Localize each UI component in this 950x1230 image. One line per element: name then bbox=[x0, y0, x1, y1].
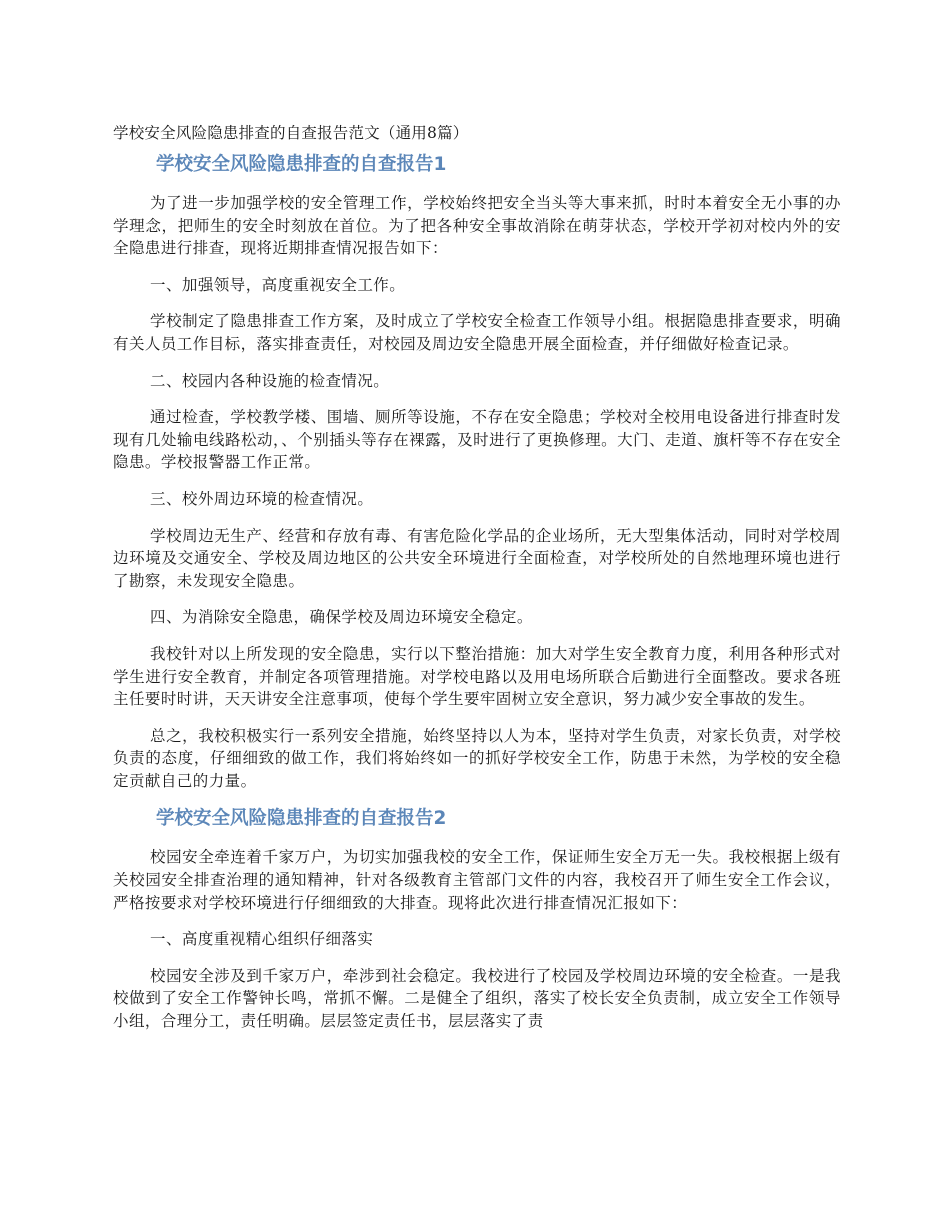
paragraph: 通过检查，学校教学楼、围墙、厕所等设施，不存在安全隐患；学校对全校用电设备进行排查时发现有几处输电线路松动，、个别插头等存在裸露，及时进行了更换修理。大门、走道、旗杆等不存在安全隐患。学校报警器工作正常。 bbox=[113, 408, 841, 472]
paragraph: 二、校园内各种设施的检查情况。 bbox=[150, 371, 390, 390]
section-heading: 学校安全风险隐患排查的自查报告2 bbox=[156, 808, 447, 830]
section-report-2 bbox=[113, 806, 841, 1032]
section-report-1 bbox=[113, 152, 841, 792]
paragraph: 四、为消除安全隐患，确保学校及周边环境安全稳定。 bbox=[150, 608, 533, 627]
section-heading: 学校安全风险隐患排查的自查报告1 bbox=[156, 154, 447, 175]
paragraph: 我校针对以上所发现的安全隐患，实行以下整治措施：加大对学生安全教育力度，利用各种形式对学生进行安全教育，并制定各项管理措施。对学校电路以及用电场所联合后勤进行全面整改。要求各班主任要时时讲，天天讲安全注意事项，使每个学生要牢固树立安全意识，努力减少安全事故的发生。 bbox=[113, 644, 841, 709]
paragraph: 学校制定了隐患排查工作方案，及时成立了学校安全检查工作领导小组。根据隐患排查要求，明确有关人员工作目标，落实排查责任，对校园及周边安全隐患开展全面检查，并仔细做好检查记录。 bbox=[113, 312, 841, 353]
paragraph: 总之，我校积极实行一系列安全措施，始终坚持以人为本，坚持对学生负责，对家长负责，对学校负责的态度，仔细细致的做工作，我们将始终如一的抓好学校安全工作，防患于未然，为学校的安全稳定贡献自己的力量。 bbox=[113, 726, 841, 790]
paragraph: 学校周边无生产、经营和存放有毒、有害危险化学品的企业场所，无大型集体活动，同时对学校周边环境及交通安全、学校及周边地区的公共安全环境进行全面检查，对学校所处的自然地理环境也进行了勘察，未发现安全隐患。 bbox=[113, 526, 841, 590]
document-page bbox=[113, 122, 841, 1047]
paragraph: 三、校外周边环境的检查情况。 bbox=[150, 489, 374, 508]
paragraph: 一、加强领导，高度重视安全工作。 bbox=[150, 275, 406, 294]
paragraph: 一、高度重视精心组织仔细落实 bbox=[150, 930, 374, 949]
paragraph: 校园安全涉及到千家万户，牵涉到社会稳定。我校进行了校园及学校周边环境的安全检查。一是我校做到了安全工作警钟长鸣，常抓不懈。二是健全了组织，落实了校长安全负责制，成立安全工作领导小组，合理分工，责任明确。层层签定责任书，层层落实了责 bbox=[113, 966, 841, 1031]
paragraph: 为了进一步加强学校的安全管理工作，学校始终把安全当头等大事来抓，时时本着安全无小事的办学理念，把师生的安全时刻放在首位。为了把各种安全事故消除在萌芽状态，学校开学初对校内外的安全隐患进行排查，现将近期排查情况报告如下： bbox=[113, 194, 841, 258]
paragraph: 校园安全牵连着千家万户，为切实加强我校的安全工作，保证师生安全万无一失。我校根据上级有关校园安全排查治理的通知精神，针对各级教育主管部门文件的内容，我校召开了师生安全工作会议，严格按要求对学校环境进行仔细细致的大排查。现将此次进行排查情况汇报如下： bbox=[113, 848, 841, 912]
document-title: 学校安全风险隐患排查的自查报告范文（通用8篇） bbox=[113, 124, 469, 142]
